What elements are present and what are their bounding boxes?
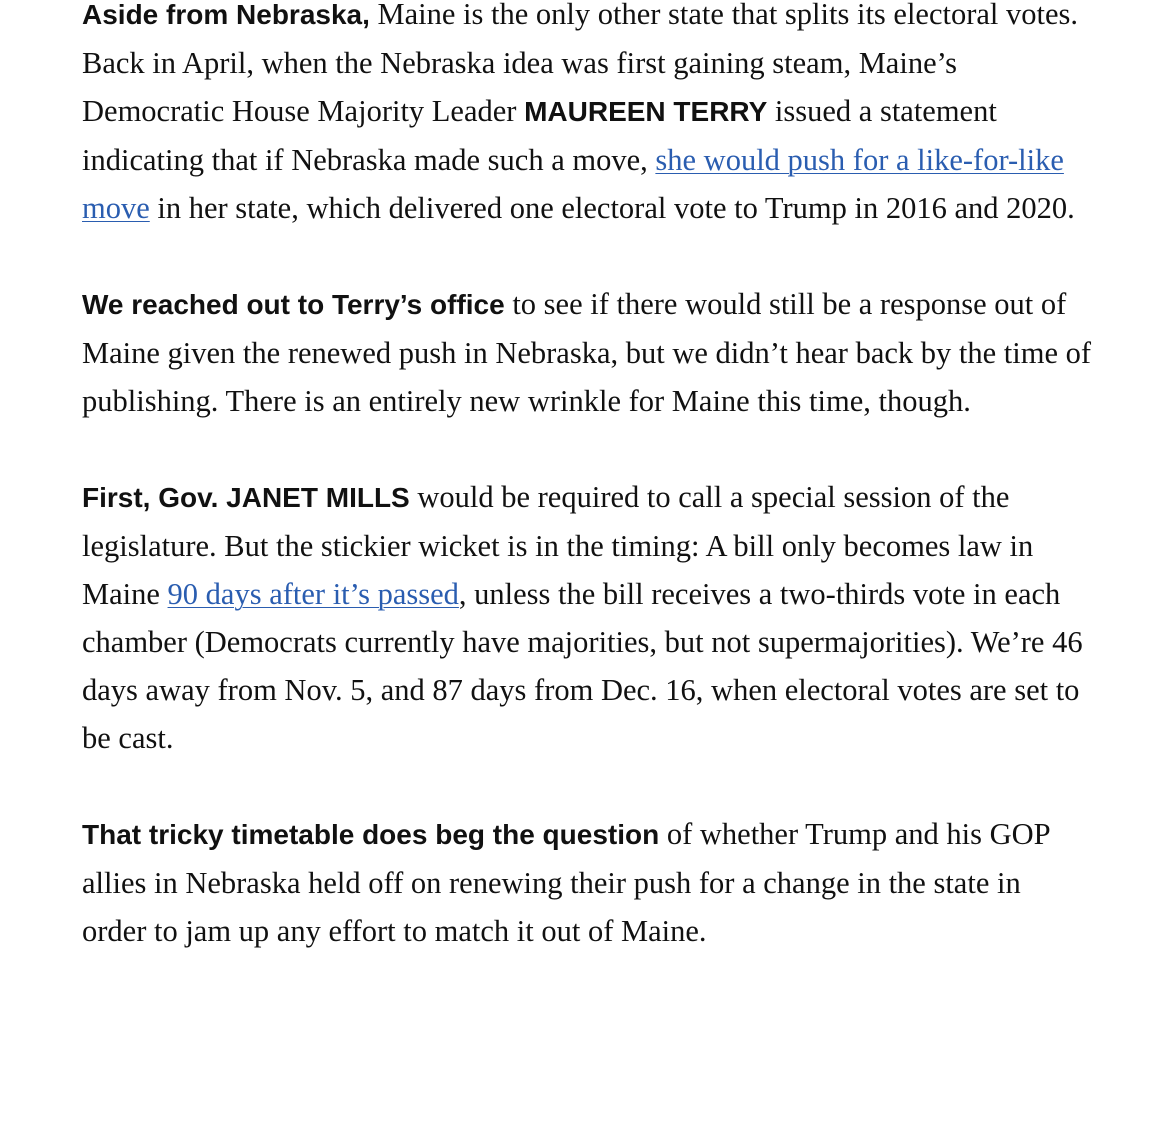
paragraph-text: to see if there would still be a response out of Maine given the renewed push in Nebraska, but we didn’t hear back by the time of publishing. There is an entirely new wrinkle for Maine this time, though. bbox=[82, 287, 1092, 418]
paragraph-text: would be required to call a special session of the legislature. But the stickier wicket is in the timing: A bill only becomes law in Maine bbox=[82, 480, 1034, 611]
like-for-like-link[interactable]: she would push for a like-for-like move bbox=[82, 143, 1064, 225]
paragraph-text: Maine is the only other state that splits its electoral votes. Back in April, when the Nebraska idea was first gaining steam, Maine’s Democratic House Majority Leader bbox=[82, 0, 1079, 128]
paragraph-terry-office bbox=[82, 280, 1092, 425]
paragraph-lead: We reached out to Terry’s office bbox=[82, 289, 505, 320]
article-body bbox=[82, 0, 1092, 1003]
paragraph-text: in her state, which delivered one electoral vote to Trump in 2016 and 2020. bbox=[149, 191, 1075, 225]
paragraph-special-session bbox=[82, 473, 1092, 762]
paragraph-timetable bbox=[82, 810, 1092, 955]
paragraph-text: of whether Trump and his GOP allies in Nebraska held off on renewing their push for a change in the state in order to jam up any effort to match it out of Maine. bbox=[82, 817, 1050, 948]
paragraph-text: issued a statement indicating that if Nebraska made such a move, bbox=[82, 94, 997, 177]
paragraph-lead: First, Gov. JANET MILLS bbox=[82, 482, 410, 513]
paragraph-nebraska-maine bbox=[82, 0, 1092, 232]
person-name: MAUREEN TERRY bbox=[524, 96, 768, 127]
ninety-days-link[interactable]: 90 days after it’s passed bbox=[167, 577, 459, 611]
paragraph-lead: Aside from Nebraska, bbox=[82, 0, 370, 30]
paragraph-text: , unless the bill receives a two-thirds vote in each chamber (Democrats currently have majorities, but not supermajorities). We’re 46 days away from Nov. 5, and 87 days from Dec. 16, when electoral votes are set to be cast. bbox=[82, 577, 1083, 755]
paragraph-lead: That tricky timetable does beg the question bbox=[82, 819, 660, 850]
